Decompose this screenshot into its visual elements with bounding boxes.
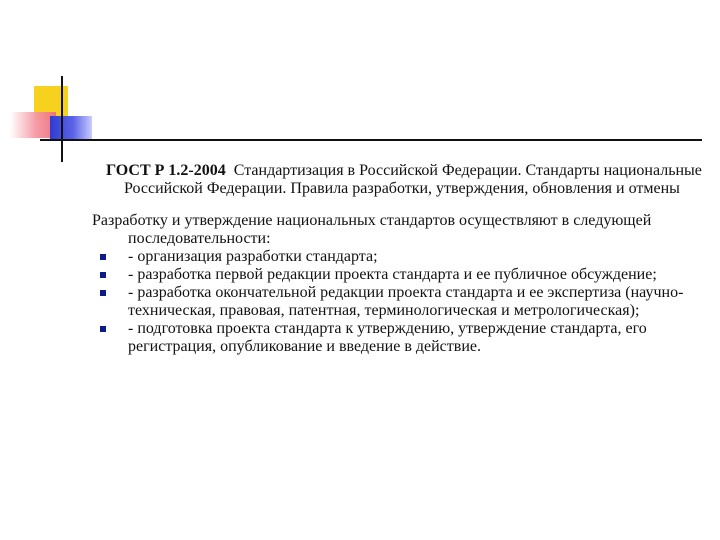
slide-decoration (0, 0, 720, 180)
square-bullet-icon (100, 254, 106, 260)
slide-content (92, 162, 702, 356)
list-item-text: - разработка окончательной редакции проекта стандарта и ее экспертиза (научно-техническая, правовая, патентная, терминологическая и метрологическая); (128, 284, 684, 319)
intro-paragraph: Разработку и утверждение национальных стандартов осуществляют в следующей последовательности: (92, 212, 652, 247)
gost-code: ГОСТ Р 1.2-2004 (106, 162, 226, 179)
horizontal-rule (40, 139, 702, 141)
list-item-text: - разработка первой редакции проекта стандарта и ее публичное обсуждение; (128, 266, 657, 283)
blue-square-decoration (50, 116, 92, 140)
list-item (92, 320, 702, 356)
square-bullet-icon (100, 272, 106, 278)
list-item (92, 284, 702, 320)
document-heading (106, 162, 702, 198)
list-item (92, 248, 702, 266)
list-item (92, 266, 702, 284)
heading-text: Стандартизация в Российской Федерации. Стандарты национальные Российской Федерации. Правила разработки, утверждения, обновления и отмены (124, 162, 702, 197)
process-steps-list (92, 248, 702, 356)
list-item-text: - подготовка проекта стандарта к утверждению, утверждение стандарта, его регистрация, опубликование и введение в действие. (128, 320, 647, 355)
list-item-text: - организация разработки стандарта; (128, 248, 378, 265)
vertical-rule (61, 76, 63, 162)
square-bullet-icon (100, 290, 106, 296)
square-bullet-icon (100, 326, 106, 332)
